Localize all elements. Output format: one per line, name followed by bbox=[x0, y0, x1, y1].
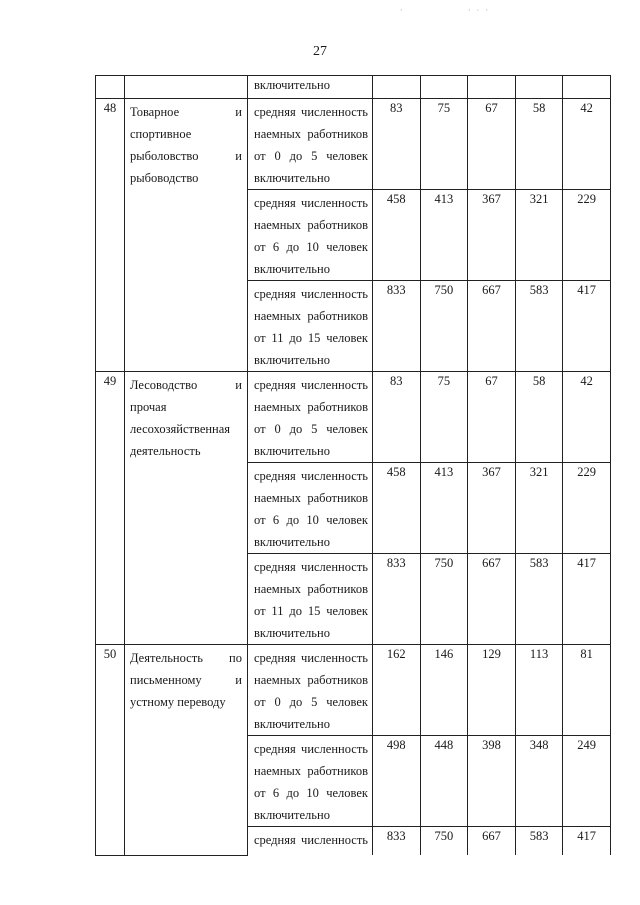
value-cell: 750 bbox=[420, 554, 468, 645]
row-number-cell: 48 bbox=[96, 99, 125, 372]
activity-line: лесохозяйственная bbox=[130, 422, 231, 436]
activity-cell bbox=[125, 645, 248, 856]
value-cell: 42 bbox=[563, 372, 611, 463]
table-row bbox=[96, 372, 611, 463]
description-cell bbox=[248, 463, 373, 554]
value-cell bbox=[563, 76, 611, 99]
value-cell: 81 bbox=[563, 645, 611, 736]
description-line: средняя численность bbox=[254, 287, 368, 301]
value-cell: 67 bbox=[468, 372, 516, 463]
description-line: наемных работников bbox=[254, 309, 368, 323]
activity-line: рыболовство и bbox=[130, 149, 242, 163]
value-cell: 583 bbox=[515, 281, 563, 372]
description-cell bbox=[248, 190, 373, 281]
value-cell: 83 bbox=[373, 99, 421, 190]
description-cell bbox=[248, 554, 373, 645]
activity-cell bbox=[125, 99, 248, 372]
value-cell: 417 bbox=[563, 554, 611, 645]
description-line: от 6 до 10 человек bbox=[254, 240, 368, 254]
description-line: от 6 до 10 человек bbox=[254, 513, 368, 527]
row-number-cell: 50 bbox=[96, 645, 125, 856]
value-cell: 321 bbox=[515, 190, 563, 281]
value-cell: 750 bbox=[420, 281, 468, 372]
value-cell: 113 bbox=[515, 645, 563, 736]
activity-line: Товарное и bbox=[130, 105, 242, 119]
description-line: наемных работников bbox=[254, 127, 368, 141]
tariff-table bbox=[95, 75, 611, 856]
description-line: включительно bbox=[254, 535, 330, 549]
value-cell: 667 bbox=[468, 554, 516, 645]
description-line: от 0 до 5 человек bbox=[254, 149, 368, 163]
value-cell: 249 bbox=[563, 736, 611, 827]
value-cell: 833 bbox=[373, 281, 421, 372]
description-line: от 0 до 5 человек bbox=[254, 695, 368, 709]
description-line: средняя численность bbox=[254, 833, 368, 847]
value-cell: 75 bbox=[420, 99, 468, 190]
value-cell: 417 bbox=[563, 827, 611, 856]
row-number-cell bbox=[96, 76, 125, 99]
description-cell bbox=[248, 99, 373, 190]
description-line: включительно bbox=[254, 353, 330, 367]
description-line: включительно bbox=[254, 262, 330, 276]
page-number: 27 bbox=[313, 44, 327, 59]
scan-artifact: · bbox=[400, 6, 405, 15]
activity-line: письменному и bbox=[130, 673, 242, 687]
value-cell bbox=[420, 76, 468, 99]
description-line: средняя численность bbox=[254, 196, 368, 210]
table-row-continuation bbox=[96, 76, 611, 99]
table-row bbox=[96, 99, 611, 190]
activity-line: деятельность bbox=[130, 444, 201, 458]
value-cell: 321 bbox=[515, 463, 563, 554]
value-cell: 129 bbox=[468, 645, 516, 736]
table-row bbox=[96, 645, 611, 736]
description-line: от 0 до 5 человек bbox=[254, 422, 368, 436]
description-line: наемных работников bbox=[254, 673, 368, 687]
description-cell bbox=[248, 736, 373, 827]
activity-cell bbox=[125, 372, 248, 645]
activity-line: устному переводу bbox=[130, 695, 226, 709]
description-line: наемных работников bbox=[254, 582, 368, 596]
description-cell bbox=[248, 645, 373, 736]
description-line: наемных работников bbox=[254, 218, 368, 232]
value-cell: 348 bbox=[515, 736, 563, 827]
description-line: включительно bbox=[254, 171, 330, 185]
value-cell: 75 bbox=[420, 372, 468, 463]
value-cell bbox=[515, 76, 563, 99]
value-cell: 229 bbox=[563, 463, 611, 554]
activity-line: прочая bbox=[130, 400, 167, 414]
value-cell: 498 bbox=[373, 736, 421, 827]
value-cell bbox=[373, 76, 421, 99]
value-cell: 162 bbox=[373, 645, 421, 736]
value-cell: 58 bbox=[515, 372, 563, 463]
description-line: включительно bbox=[254, 717, 330, 731]
value-cell: 67 bbox=[468, 99, 516, 190]
value-cell: 398 bbox=[468, 736, 516, 827]
value-cell: 417 bbox=[563, 281, 611, 372]
description-line: средняя численность bbox=[254, 651, 368, 665]
value-cell: 458 bbox=[373, 190, 421, 281]
description-line: от 11 до 15 человек bbox=[254, 331, 368, 345]
description-line: от 6 до 10 человек bbox=[254, 786, 368, 800]
description-line: включительно bbox=[254, 626, 330, 640]
value-cell: 146 bbox=[420, 645, 468, 736]
scan-artifact: · · · bbox=[468, 6, 490, 15]
value-cell: 583 bbox=[515, 827, 563, 856]
value-cell: 448 bbox=[420, 736, 468, 827]
description-line: наемных работников bbox=[254, 491, 368, 505]
value-cell bbox=[468, 76, 516, 99]
activity-cell bbox=[125, 76, 248, 99]
value-cell: 367 bbox=[468, 463, 516, 554]
value-cell: 42 bbox=[563, 99, 611, 190]
value-cell: 458 bbox=[373, 463, 421, 554]
activity-line: Лесоводство и bbox=[130, 378, 242, 392]
description-line: наемных работников bbox=[254, 400, 368, 414]
description-cell bbox=[248, 372, 373, 463]
description-line: включительно bbox=[254, 808, 330, 822]
activity-line: спортивное bbox=[130, 127, 192, 141]
value-cell: 229 bbox=[563, 190, 611, 281]
description-line: средняя численность bbox=[254, 105, 368, 119]
description-line: включительно bbox=[254, 78, 330, 92]
description-line: наемных работников bbox=[254, 764, 368, 778]
value-cell: 83 bbox=[373, 372, 421, 463]
value-cell: 833 bbox=[373, 827, 421, 856]
activity-line: рыбоводство bbox=[130, 171, 199, 185]
description-line: средняя численность bbox=[254, 560, 368, 574]
description-cell bbox=[248, 827, 373, 856]
description-line: включительно bbox=[254, 444, 330, 458]
value-cell: 667 bbox=[468, 827, 516, 856]
description-cell bbox=[248, 76, 373, 99]
value-cell: 413 bbox=[420, 463, 468, 554]
value-cell: 583 bbox=[515, 554, 563, 645]
description-cell bbox=[248, 281, 373, 372]
row-number-cell: 49 bbox=[96, 372, 125, 645]
value-cell: 667 bbox=[468, 281, 516, 372]
activity-line: Деятельность по bbox=[130, 651, 242, 665]
description-line: средняя численность bbox=[254, 378, 368, 392]
value-cell: 833 bbox=[373, 554, 421, 645]
description-line: средняя численность bbox=[254, 469, 368, 483]
description-line: от 11 до 15 человек bbox=[254, 604, 368, 618]
value-cell: 750 bbox=[420, 827, 468, 856]
value-cell: 413 bbox=[420, 190, 468, 281]
value-cell: 367 bbox=[468, 190, 516, 281]
description-line: средняя численность bbox=[254, 742, 368, 756]
value-cell: 58 bbox=[515, 99, 563, 190]
